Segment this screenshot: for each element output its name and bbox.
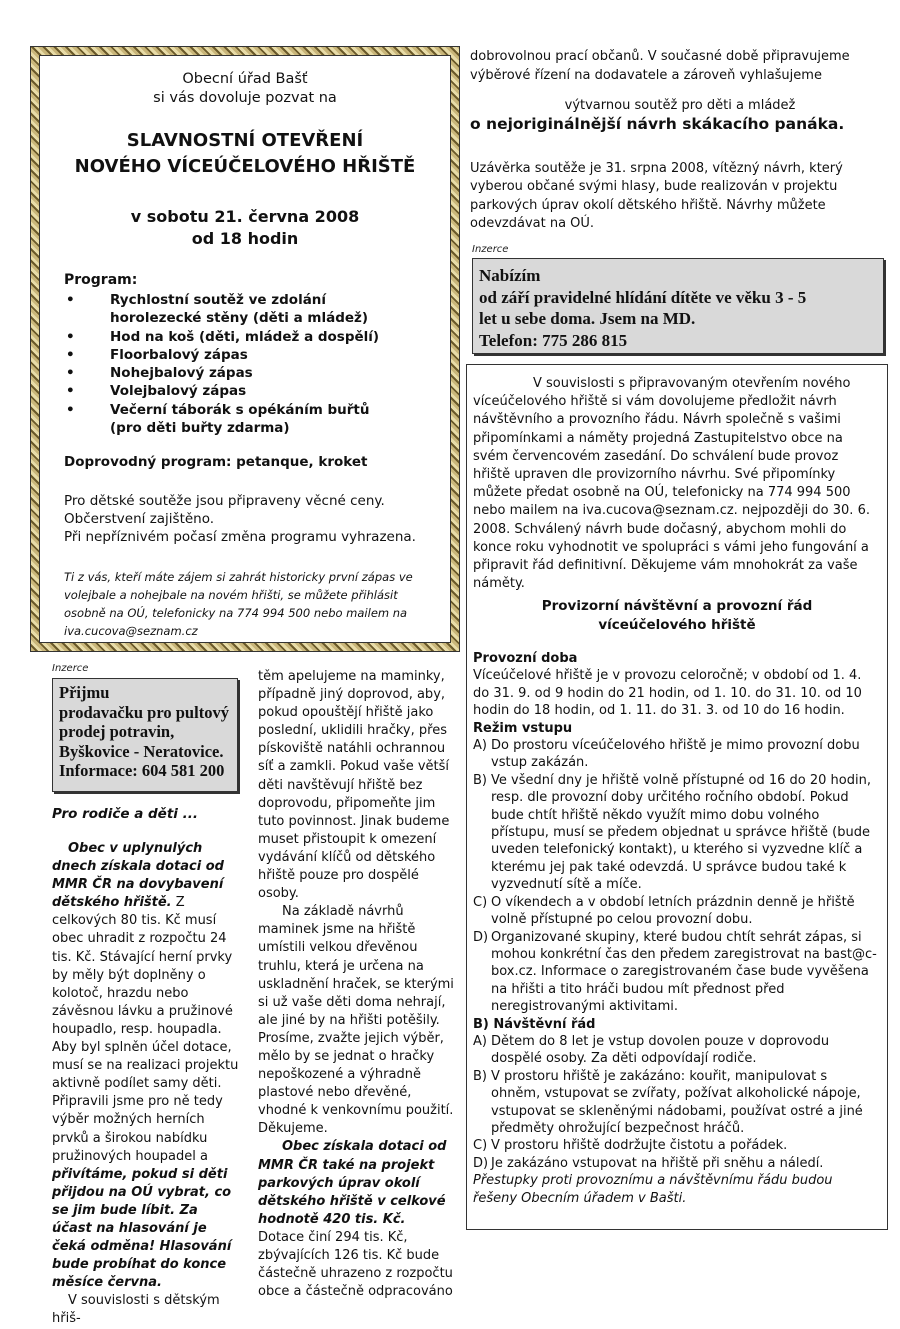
org-line2: si vás dovoluje pozvat na: [153, 90, 337, 106]
parents-column-1: [52, 840, 240, 1329]
rules-mark: A): [473, 1033, 487, 1049]
parents-heading: Pro rodiče a děti ...: [52, 806, 198, 822]
parents-col1-para: [52, 840, 240, 1292]
rules-title: [467, 597, 887, 635]
parks-text: Dotace činí 294 tis. Kč, zbývajících 126 tis. Kč bude částečně uhrazeno z rozpočtu obce a částečně odpracováno: [258, 1229, 453, 1300]
program-item: • Hod na koš (děti, mládež a dospělí): [64, 328, 404, 346]
contest-deadline: Uzávěrka soutěže je 31. srpna 2008, vítězný návrh, který vyberou občané svými hlasy, bude realizován v projektu parkových úprav okolí dětského hřiště. Návrhy můžete odevzdávat na OÚ.: [470, 161, 843, 231]
parents-vote: přivítáme, pokud si děti přijdou na OÚ vybrat, co se jim bude líbit. Za účast na hlasování je čeká odměna! Hlasování bude probíhat do konce měsíce června.: [52, 1166, 232, 1291]
entry-text: Do prostoru víceúčelového hřiště je mimo provozní dobu vstup zakázán.: [491, 738, 860, 771]
program-list: [64, 291, 404, 437]
ad2-box: [472, 258, 884, 354]
parents-col1-end: V souvislosti s dětským hřiš-: [52, 1293, 220, 1327]
program-item: • Večerní táborák s opékáním buřtů (pro děti buřty zdarma): [64, 401, 404, 438]
entry-item: [473, 894, 877, 929]
ad2-line: Nabízím: [479, 266, 541, 285]
rules-mark: D): [473, 1155, 489, 1171]
entry-text: O víkendech a v období letních prázdnin denně je hřiště volně přístupné po celou provozní dobu.: [491, 894, 855, 928]
invitation-organizer: [40, 70, 450, 108]
parents-col2-para3: [258, 1138, 454, 1301]
rules-item: [473, 1155, 877, 1172]
ad1-line: prodej potravin,: [59, 722, 175, 741]
program-heading: Program:: [64, 272, 138, 288]
contest-announcement: [470, 98, 890, 133]
rules-intro: V souvislosti s připravovaným otevřením nového víceúčelového hřiště si vám dovolujeme předložit návrh návštěvního a provozního řádu. Návrh společně s vašimi připomínkami a náměty projedná Zastupitelstvo obce na svém červencovém zasedání. Do schválení bude provoz hřiště upraven dle provizorního návrhu. Své připomínky můžete předat osobně na OÚ, telefonicky na 774 994 500 nebo mailem na iva.cucova@seznam.cz. nejpozději do 30. 6. 2008. Schválený návrh bude dočasný, abychom mohli do konce roku vyhodnotit ve spolupráci s vámi jeho fungování a připravit řád definitivní. Děkujeme vám mnohokrát za vaše náměty.: [473, 376, 870, 592]
rules-list: [473, 1033, 877, 1172]
entry-heading: Režim vstupu: [473, 720, 573, 736]
parents-column-2: [258, 668, 454, 1301]
parents-lead: Obec v uplynulých dnech získala dotaci od MMR ČR na dovybavení dětského hřiště.: [52, 841, 224, 911]
ad1-box: [52, 678, 238, 792]
rules-item: [473, 1033, 877, 1068]
rules-title-line1: Provizorní návštěvní a provozní řád: [541, 598, 813, 614]
entry-mark: A): [473, 738, 487, 754]
rules-mark: C): [473, 1138, 488, 1154]
org-line1: Obecní úřad Bašť: [182, 71, 308, 87]
rules-item: [473, 1068, 877, 1138]
right-top-continuation: dobrovolnou prací občanů. V současné době připravujeme výběrové řízení na dodavatele a zároveň vyhlašujeme: [470, 49, 850, 83]
parks-lead: Obec získala dotaci od MMR ČR také na projekt parkových úprav okolí dětského hřiště v celkové hodnotě 420 tis. Kč.: [258, 1139, 447, 1227]
ad2-line: Telefon: 775 286 815: [479, 330, 628, 350]
program-item: • Floorbalový zápas: [64, 346, 404, 364]
note-prizes: Pro dětské soutěže jsou připraveny věcné ceny.: [64, 493, 385, 509]
entry-item: [473, 929, 877, 1016]
program-item: • Volejbalový zápas: [64, 382, 404, 400]
hours-heading: Provozní doba: [473, 651, 578, 666]
ad1-line: Informace: 604 581 200: [59, 761, 225, 780]
rules-text: V prostoru hřiště je zakázáno: kouřit, manipulovat s ohněm, vstupovat se zvířaty, požívat alkoholické nápoje, vstupovat se skleněnými nádobami, používat ostré a jiné předměty ohrožující bezpečnost hráčů.: [491, 1068, 863, 1136]
ad2-label: Inzerce: [472, 244, 509, 255]
entry-mark: B): [473, 772, 487, 788]
program-item: • Rychlostní soutěž ve zdolání horolezecké stěny (děti a mládež): [64, 291, 404, 328]
program-item: • Nohejbalový zápas: [64, 364, 404, 382]
date-line2: od 18 hodin: [191, 229, 299, 248]
rules-mark: B): [473, 1068, 487, 1084]
ad2-line: let u sebe doma. Jsem na MD.: [479, 309, 696, 328]
date-line1: v sobotu 21. června 2008: [130, 207, 360, 226]
ad1-line: Přijmu: [59, 683, 110, 702]
ad2-line: od září pravidelné hlídání dítěte ve věku 3 - 5: [479, 287, 807, 307]
rules-closing: Přestupky proti provoznímu a návštěvnímu řádu budou řešeny Obecním úřadem v Bašti.: [473, 1173, 833, 1206]
invitation-date: [40, 206, 450, 250]
entry-item: [473, 737, 877, 772]
note-refreshments: Občerstvení zajištěno.: [64, 511, 215, 527]
hours-text: Víceúčelové hřiště je v provozu celoročně; v období od 1. 4. do 31. 9. od 9 hodin do 21 hodin, od 1. 10. do 31. 10. od 10 hodin do 18 hodin, od 1. 11. do 31. 3. od 10 do 16 hodin.: [473, 668, 862, 719]
rules-box: [466, 364, 888, 1230]
parents-col2-para2: Na základě návrhů maminek jsme na hřiště umístili velkou dřevěnou truhlu, která je určena na uskladnění hraček, se kterými si už vaše děti doma nehrají, ale jiné by na hřišti potěšily. Prosíme, zvažte jejich výběr, mělo by se jednat o hračky nepoškozené a výhradně plastové nebo dřevěné, vhodné k venkovnímu použití. Děkujeme.: [258, 904, 454, 1137]
rules-body: [473, 650, 877, 1207]
parents-text: Z celkových 80 tis. Kč musí obec uhradit z rozpočtu 24 tis. Kč. Stávající herní prvky by měly být doplněny o kolotoč, hrazdu nebo závěsnou lávku a pružinové houpadlo, resp. houpadla. Aby byl splněn účel dotace, musí se na realizaci projektu aktivně podílet samy děti. Připravili jsme pro ně tedy výběr možných herních prvků a širokou nabídku pružinových houpadel a: [52, 895, 239, 1164]
entry-text: Organizované skupiny, které budou chtít sehrát zápas, si mohou konkrétní čas den předem zaregistrovat na bast@c-box.cz. Informace o zaregistrovaném čase bude vyvěšena na hřišti a tito hráči budou mít přednost před neregistrovanými aktivitami.: [491, 929, 877, 1015]
entry-mark: D): [473, 929, 489, 945]
rules-text: V prostoru hřiště dodržujte čistotu a pořádek.: [491, 1138, 788, 1154]
contest-line2: o nejoriginálnější návrh skákacího panáka.: [470, 115, 845, 133]
ad1-line: Byškovice - Neratovice.: [59, 741, 224, 761]
rules-item: [473, 1137, 877, 1154]
invitation-notes: [64, 492, 434, 546]
contest-line1: výtvarnou soutěž pro děti a mládež: [564, 98, 796, 113]
rules-heading: B) Návštěvní řád: [473, 1016, 596, 1032]
rules-text: Dětem do 8 let je vstup dovolen pouze v doprovodu dospělé osoby. Za děti odpovídají rodiče.: [491, 1033, 830, 1067]
title-line2: NOVÉHO VÍCEÚČELOVÉHO HŘIŠTĚ: [74, 156, 416, 177]
entry-list: [473, 737, 877, 1016]
invitation-footer: Ti z vás, kteří máte zájem si zahrát historicky první zápas ve volejbale a nohejbale na novém hřišti, se můžete přihlásit osobně na OÚ, telefonicky na 774 994 500 nebo mailem na iva.cucova@seznam.cz: [64, 570, 413, 638]
parents-col2-para1: těm apelujeme na maminky, případně jiný doprovod, aby, pokud opouštějí hřiště jako poslední, uklidili hračky, přes pískoviště natáhli ochrannou síť a zamkli. Pokud vaše větší děti navštěvují hřiště bez doprovodu, připomeňte jim tuto povinnost. Jinak budeme muset přistoupit k omezení vydávání klíčů od dětského hřiště pouze pro dospělé osoby.: [258, 669, 450, 902]
title-line1: SLAVNOSTNÍ OTEVŘENÍ: [126, 130, 364, 151]
note-weather: Při nepříznivém počasí změna programu vyhrazena.: [64, 529, 416, 545]
rules-text: Je zakázáno vstupovat na hřiště při sněhu a náledí.: [491, 1155, 824, 1171]
side-program: Doprovodný program: petanque, kroket: [64, 454, 368, 470]
entry-mark: C): [473, 894, 488, 910]
rules-title-line2: víceúčelového hřiště: [598, 617, 756, 633]
entry-text: Ve všední dny je hřiště volně přístupné od 16 do 20 hodin, resp. dle provozní doby určitého ročního období. Pokud bude chtít hřiště někdo využít mimo dobu volného přístupu, musí se předem objednat u správce hřiště (bude uveden telefonický kontakt), u kterého si vyzvedne klíč a kterému jej pak také odevzdá. U správce budou také k vyzvednutí sítě a míče.: [491, 772, 871, 893]
invitation-content: [39, 55, 451, 643]
invitation-box: [30, 46, 460, 652]
invitation-title: [40, 128, 450, 180]
entry-item: [473, 772, 877, 894]
ad1-line: prodavačku pro pultový: [59, 702, 229, 722]
ad1-label: Inzerce: [52, 663, 89, 674]
